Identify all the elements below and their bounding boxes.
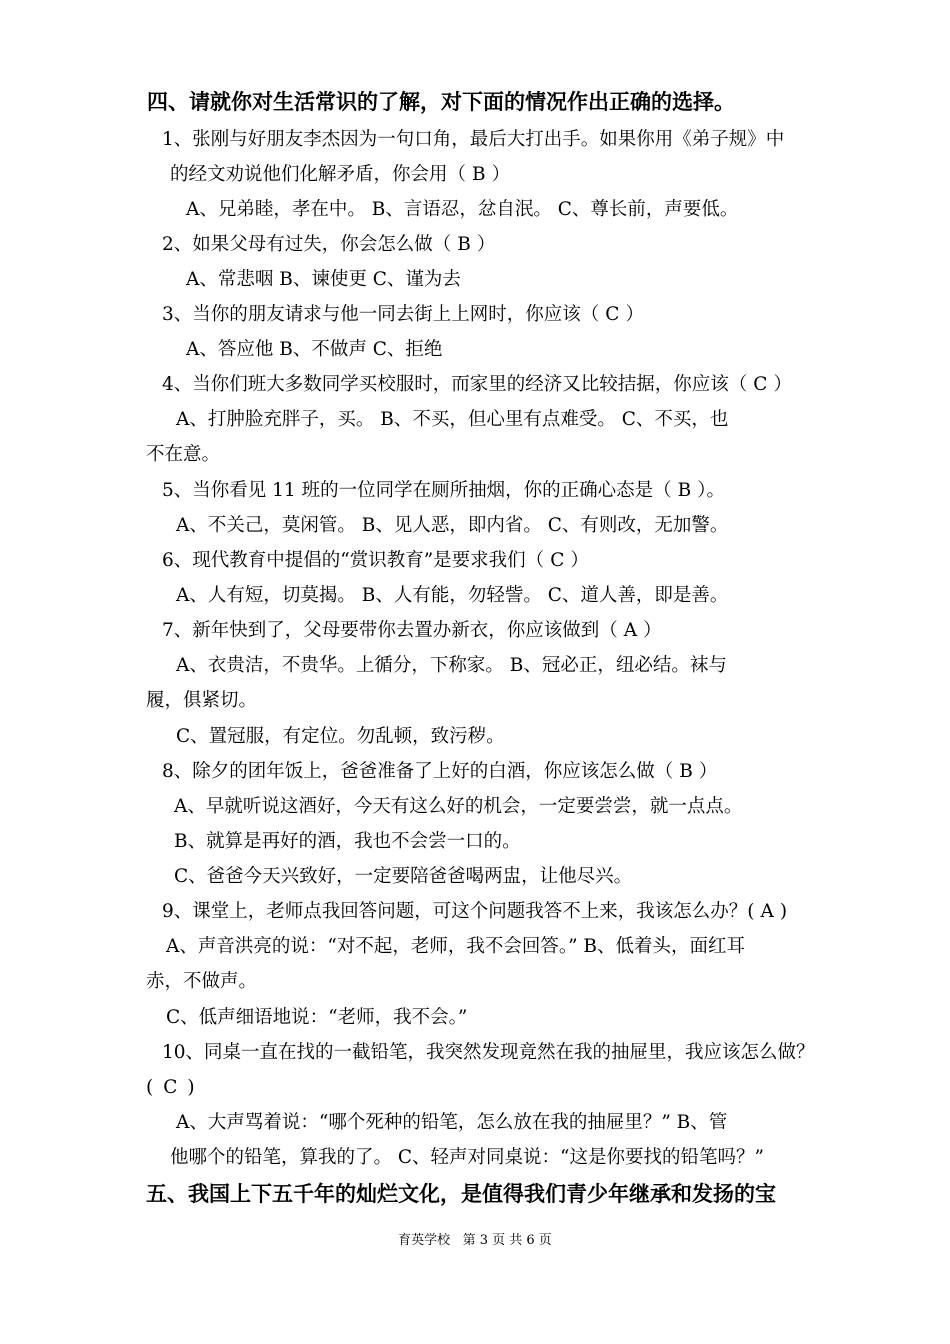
- question-3-answer: C: [605, 304, 620, 325]
- question-8-answer: B: [679, 761, 693, 782]
- question-6-answer: C: [550, 550, 565, 571]
- question-5-options: A、不关己，莫闲管。 B、见人恶，即内省。 C、有则改，无加警。: [176, 515, 729, 536]
- question-7-options-line3: C、置冠服，有定位。勿乱顿，致污秽。: [176, 726, 505, 747]
- question-9-options-line2: 赤，不做声。: [146, 971, 258, 992]
- question-4-options-line1: A、打肿脸充胖子，买。 B、不买，但心里有点难受。 C、不买，也: [176, 409, 729, 430]
- question-1-stem-line2: 的经文劝说他们化解矛盾，你会用（ B ）: [170, 164, 511, 185]
- question-3-options: A、答应他 B、不做声 C、拒绝: [186, 339, 443, 360]
- question-4-stem: 4、当你们班大多数同学买校服时，而家里的经济又比较拮据，你应该（ C ）: [162, 374, 792, 395]
- question-8-option-b: B、就算是再好的酒，我也不会尝一口的。: [174, 831, 521, 852]
- question-9-answer: A: [760, 901, 774, 922]
- question-4-options-line2: 不在意。: [146, 444, 221, 465]
- question-9-options-line1: A、声音洪亮的说：“对不起，老师，我不会回答。” B、低着头，面红耳: [166, 936, 746, 957]
- question-6-stem: 6、现代教育中提倡的“赏识教育”是要求我们（ C ）: [162, 550, 589, 571]
- question-6-options: A、人有短，切莫揭。 B、人有能，勿轻訾。 C、道人善，即是善。: [176, 585, 729, 606]
- question-10-options-line2: 他哪个的铅笔，算我的了。 C、轻声对同桌说：“这是你要找的铅笔吗？”: [170, 1147, 764, 1168]
- question-4-answer: C: [753, 374, 768, 395]
- question-10-answer-line: ( C ): [146, 1077, 195, 1098]
- question-1-stem-line1: 1、张刚与好朋友李杰因为一句口角，最后大打出手。如果你用《弟子规》中: [162, 129, 785, 150]
- question-1-answer: B: [472, 164, 486, 185]
- question-5-stem: 5、当你看见 11 班的一位同学在厕所抽烟，你的正确心态是（ B ）。: [162, 480, 725, 501]
- section-4-heading: 四、请就你对生活常识的了解，对下面的情况作出正确的选择。: [147, 90, 735, 114]
- question-7-stem: 7、新年快到了，父母要带你去置办新衣，你应该做到（ A ）: [162, 620, 662, 641]
- question-5-answer: B: [677, 480, 692, 501]
- question-10-options-line1: A、大声骂着说：“哪个死种的铅笔，怎么放在我的抽屉里？” B、管: [176, 1112, 728, 1133]
- question-2-answer: B: [457, 234, 471, 255]
- page-footer: [0, 1232, 950, 1250]
- question-7-answer: A: [623, 620, 638, 641]
- section-5-heading: 五、我国上下五千年的灿烂文化，是值得我们青少年继承和发扬的宝: [146, 1182, 776, 1206]
- question-7-options-line2: 履，俱紧切。: [146, 690, 258, 711]
- question-2-options: A、常悲咽 B、谏使更 C、谨为去: [186, 269, 461, 290]
- question-10-stem: 10、同桌一直在找的一截铅笔，我突然发现竟然在我的抽屉里，我应该怎么做？: [162, 1042, 815, 1063]
- question-7-options-line1: A、衣贵洁，不贵华。上循分，下称家。 B、冠必正，纽必结。袜与: [176, 655, 727, 676]
- question-9-stem: 9、课堂上，老师点我回答问题，可这个问题我答不上来，我该怎么办？( A ): [162, 901, 788, 922]
- question-2-stem: 2、如果父母有过失，你会怎么做（ B ）: [162, 234, 496, 255]
- question-1-options: A、兄弟睦，孝在中。 B、言语忍，忿自泯。 C、尊长前，声要低。: [186, 199, 739, 220]
- question-8-option-c: C、爸爸今天兴致好，一定要陪爸爸喝两盅，让他尽兴。: [174, 866, 633, 887]
- question-8-stem: 8、除夕的团年饭上，爸爸准备了上好的白酒，你应该怎么做（ B ）: [162, 761, 718, 782]
- footer-school: 育英学校: [398, 1233, 451, 1248]
- footer-page-number: 第 3 页 共 6 页: [462, 1233, 552, 1248]
- question-8-option-a: A、早就听说这酒好，今天有这么好的机会，一定要尝尝，就一点点。: [174, 796, 743, 817]
- question-10-answer: C: [163, 1077, 178, 1098]
- question-3-stem: 3、当你的朋友请求与他一同去街上上网时，你应该（ C ）: [162, 304, 644, 325]
- question-9-options-line3: C、低声细语地说：“老师，我不会。”: [166, 1007, 468, 1028]
